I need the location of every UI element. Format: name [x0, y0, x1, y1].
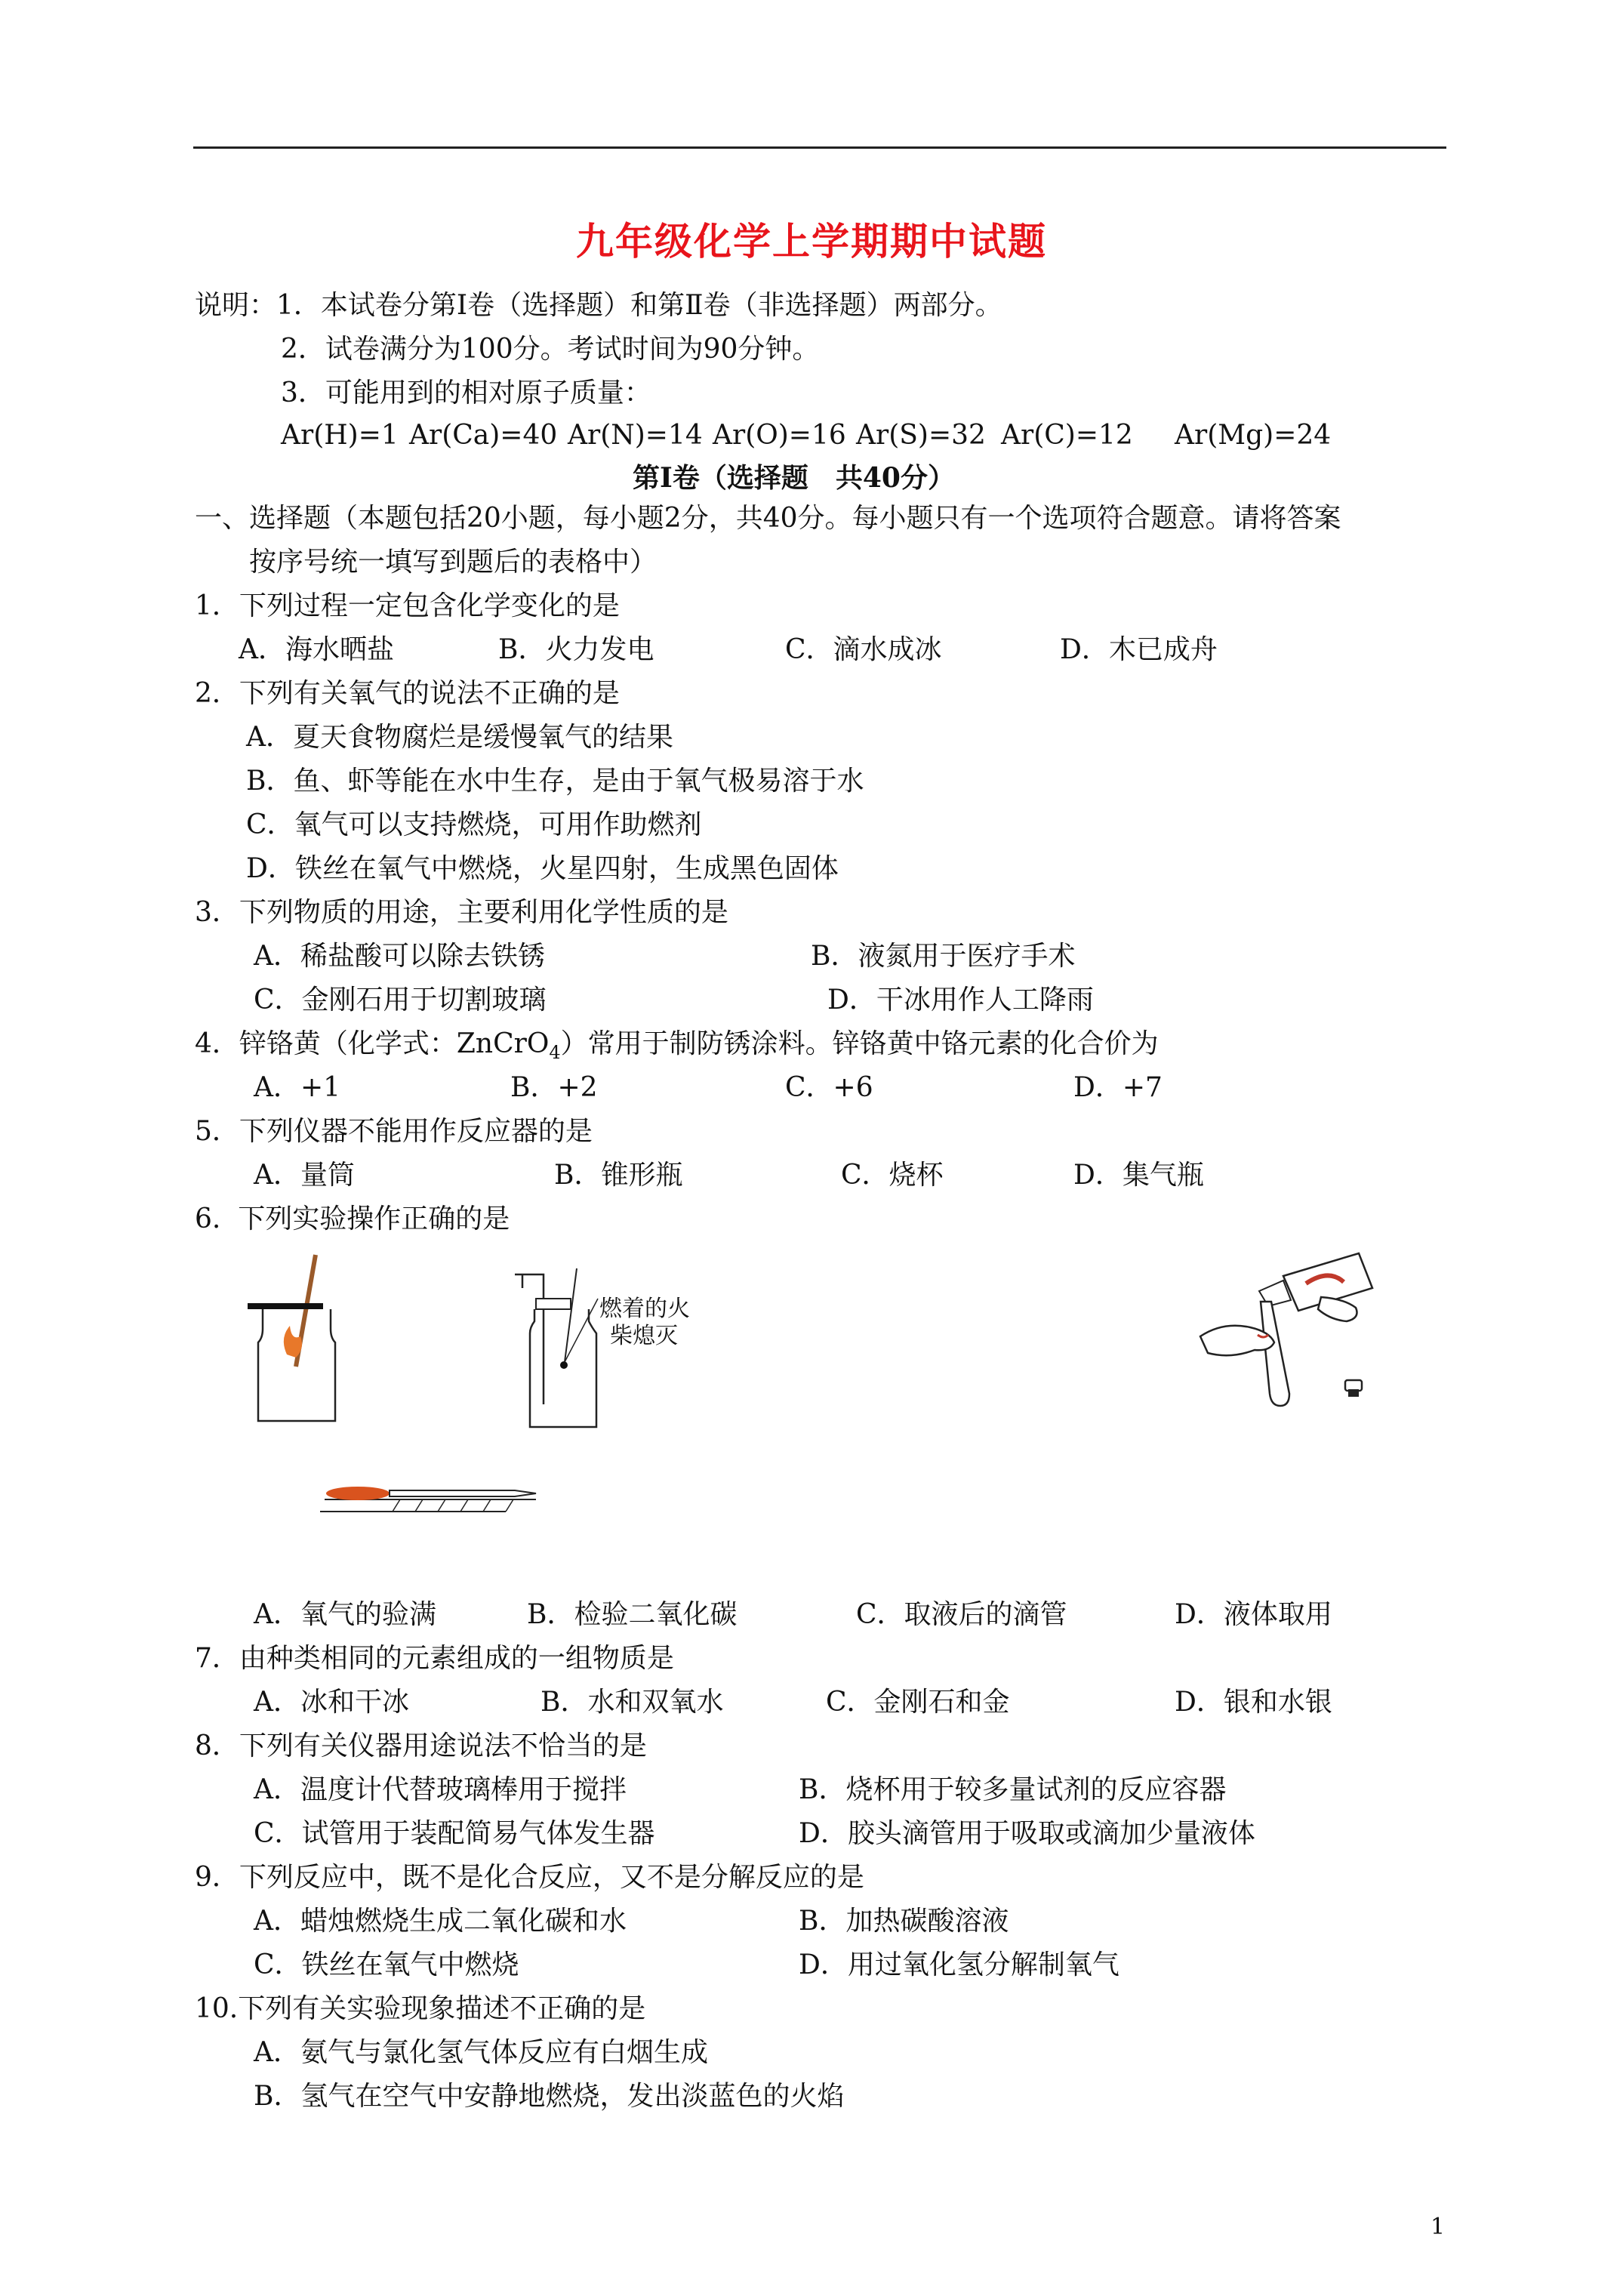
question-6-stem: 6. 下列实验操作正确的是	[195, 1203, 510, 1234]
question-7-stem: 7．由种类相同的元素组成的一组物质是	[195, 1643, 674, 1674]
q5-option-a: A．量筒	[254, 1160, 355, 1191]
question-10-stem: 10.下列有关实验现象描述不正确的是	[195, 1993, 646, 2024]
q7-option-c: C．金刚石和金	[826, 1687, 1010, 1718]
atomic-mass-mg: Ar(Mg)=24	[1175, 420, 1332, 451]
section-instructions-1: 一、选择题（本题包括20小题，每小题2分，共40分。每小题只有一个选项符合题意。请将答案	[195, 503, 1341, 534]
q9-option-a: A．蜡烛燃烧生成二氧化碳和水	[254, 1906, 627, 1937]
question-9-stem: 9．下列反应中，既不是化合反应，又不是分解反应的是	[195, 1862, 864, 1893]
intro-line-2: 2．试卷满分为100分。考试时间为90分钟。	[281, 334, 820, 365]
q4-option-b: B．+2	[510, 1072, 598, 1103]
match-head-icon	[560, 1361, 568, 1369]
q4-formula-subscript: 4	[549, 1042, 561, 1063]
dropper-bulb-icon	[326, 1487, 390, 1500]
q8-option-a: A．温度计代替玻璃棒用于搅拌	[254, 1774, 627, 1805]
table-hatching	[393, 1499, 513, 1512]
q8-option-b: B．烧杯用于较多量试剂的反应容器	[799, 1774, 1227, 1805]
q8-option-d: D．胶头滴管用于吸取或滴加少量液体	[799, 1818, 1255, 1849]
q2-option-b: B．鱼、虾等能在水中生存，是由于氧气极易溶于水	[246, 766, 864, 797]
flame-icon	[284, 1326, 302, 1358]
figure-b-co2-test	[513, 1268, 710, 1435]
q10-option-b: B．氢气在空气中安静地燃烧，发出淡蓝色的火焰	[254, 2081, 845, 2112]
atomic-mass-o: Ar(O)=16	[713, 420, 846, 451]
page-number: 1	[1431, 2214, 1446, 2240]
glass-plate-icon	[248, 1303, 323, 1309]
q8-option-c: C．试管用于装配简易气体发生器	[254, 1818, 655, 1849]
q2-option-d: D．铁丝在氧气中燃烧，火星四射，生成黑色固体	[246, 853, 839, 884]
intro-line-1: 说明：1．本试卷分第Ⅰ卷（选择题）和第Ⅱ卷（非选择题）两部分。	[195, 290, 1002, 321]
question-5-stem: 5．下列仪器不能用作反应器的是	[195, 1116, 593, 1147]
q6-option-c: C．取液后的滴管	[856, 1599, 1067, 1630]
q9-option-b: B．加热碳酸溶液	[799, 1906, 1009, 1937]
section-instructions-2: 按序号统一填写到题后的表格中）	[249, 547, 658, 578]
q6-option-a: A．氧气的验满	[254, 1599, 436, 1630]
reagent-bottle-icon	[1259, 1253, 1372, 1311]
dropper-tube-icon	[390, 1490, 536, 1496]
atomic-mass-s: Ar(S)=32	[856, 420, 986, 451]
q4-stem-part-1: 4．锌铬黄（化学式：ZnCrO	[195, 1028, 550, 1059]
q3-option-a: A．稀盐酸可以除去铁锈	[254, 941, 545, 972]
q1-option-c: C．滴水成冰	[785, 634, 942, 665]
q3-option-c: C．金刚石用于切割玻璃	[254, 985, 547, 1015]
q10-option-a: A．氨气与氯化氢气体反应有白烟生成	[254, 2037, 708, 2068]
figure-a-oxygen-check	[242, 1253, 355, 1427]
question-1-stem: 1．下列过程一定包含化学变化的是	[195, 590, 620, 621]
q9-option-d: D．用过氧化氢分解制氧气	[799, 1949, 1119, 1980]
atomic-mass-c: Ar(C)=12	[1001, 420, 1133, 451]
q4-option-a: A．+1	[254, 1072, 341, 1103]
match-stick-icon	[565, 1268, 577, 1362]
q5-option-c: C．烧杯	[841, 1160, 944, 1191]
question-8-stem: 8．下列有关仪器用途说法不恰当的是	[195, 1730, 647, 1761]
q3-option-b: B．液氮用于医疗手术	[811, 941, 1076, 972]
q1-option-b: B．火力发电	[498, 634, 654, 665]
figure-c-dropper	[317, 1480, 544, 1518]
atomic-mass-n: Ar(N)=14	[568, 420, 703, 451]
atomic-mass-ca: Ar(Ca)=40	[409, 420, 558, 451]
atomic-mass-h: Ar(H)=1	[281, 420, 399, 451]
header-rule	[193, 146, 1446, 149]
q1-option-a: A．海水晒盐	[239, 634, 394, 665]
q2-option-a: A．夏天食物腐烂是缓慢氧气的结果	[246, 722, 673, 753]
question-4-stem	[195, 1027, 1159, 1070]
figure-b-label-line-2: 柴熄灭	[610, 1323, 678, 1349]
question-2-stem: 2．下列有关氧气的说法不正确的是	[195, 678, 620, 709]
test-tube-icon	[1261, 1302, 1289, 1406]
bottle-stopper-icon	[1345, 1380, 1362, 1397]
stopper-icon	[536, 1299, 571, 1309]
q5-option-b: B．锥形瓶	[554, 1160, 683, 1191]
page-title: 九年级化学上学期期中试题	[576, 219, 1047, 264]
q7-option-b: B．水和双氧水	[540, 1687, 724, 1718]
figure-d-liquid-pouring	[1185, 1246, 1412, 1412]
q2-option-c: C．氧气可以支持燃烧，可用作助燃剂	[246, 809, 702, 840]
q4-option-c: C．+6	[785, 1072, 873, 1103]
intro-line-3: 3．可能用到的相对原子质量：	[281, 378, 651, 408]
figure-b-label-line-1: 燃着的火	[599, 1296, 690, 1322]
section-heading: 第Ⅰ卷（选择题 共40分）	[633, 462, 955, 494]
q4-stem-part-2: ）常用于制防锈涂料。锌铬黄中铬元素的化合价为	[560, 1028, 1159, 1059]
q6-option-d: D．液体取用	[1175, 1599, 1332, 1630]
q5-option-d: D．集气瓶	[1073, 1160, 1204, 1191]
q9-option-c: C．铁丝在氧气中燃烧	[254, 1949, 519, 1980]
q3-option-d: D．干冰用作人工降雨	[827, 985, 1094, 1015]
question-3-stem: 3．下列物质的用途，主要利用化学性质的是	[195, 897, 728, 928]
q7-option-a: A．冰和干冰	[254, 1687, 409, 1718]
q1-option-d: D．木已成舟	[1060, 634, 1218, 665]
q7-option-d: D．银和水银	[1175, 1687, 1332, 1718]
q4-option-d: D．+7	[1073, 1072, 1163, 1103]
q6-option-b: B．检验二氧化碳	[527, 1599, 738, 1630]
